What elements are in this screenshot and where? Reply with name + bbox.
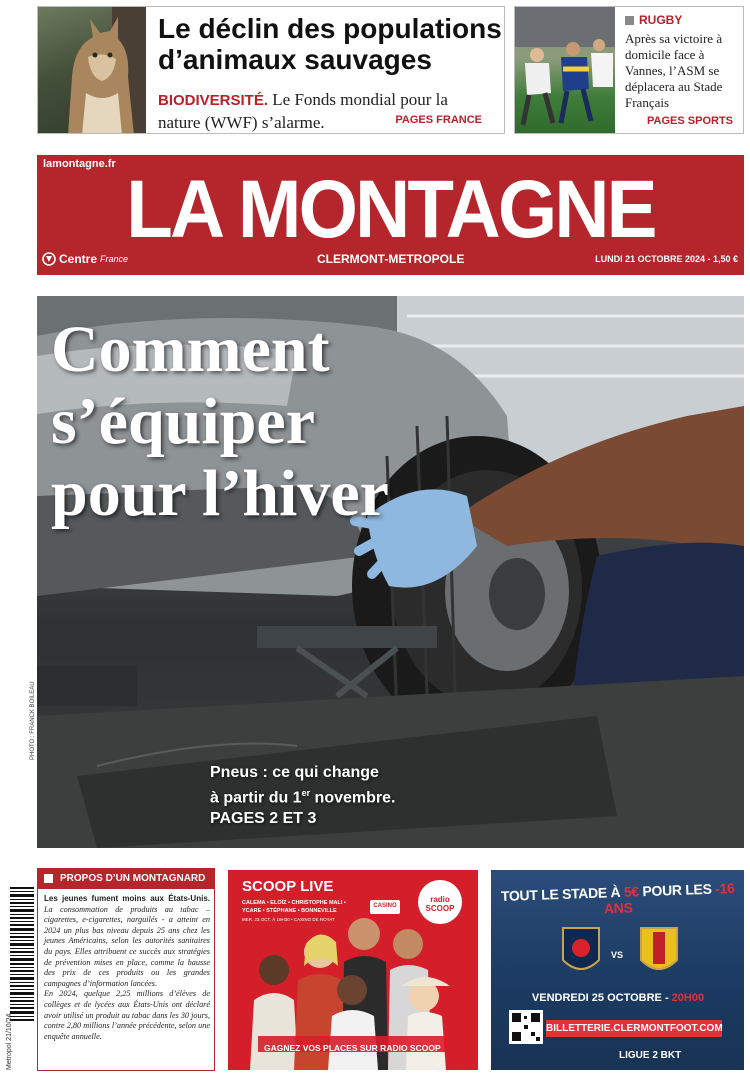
casino-logo: CASINO [370, 900, 400, 914]
teaser-rugby[interactable] [514, 6, 744, 134]
foot-date [501, 992, 735, 1004]
scoop-artists: CALEMA • ELOÏZ • CHRISTOPHE MALI • YCARE • STÉPHANE • BONNEVILLE [242, 900, 346, 914]
ad-clermont-foot[interactable] [491, 870, 744, 1070]
propos-column[interactable] [37, 868, 215, 1071]
barcode-text: Metropol 21/10/24 [6, 1013, 13, 1070]
ticketing-link[interactable]: BILLETTERIE.CLERMONTFOOT.COM [546, 1020, 722, 1037]
scoop-title: SCOOP LIVE [242, 878, 334, 895]
date-price: LUNDI 21 OCTOBRE 2024 - 1,50 € [595, 254, 738, 264]
square-icon [625, 16, 634, 25]
hero-sub-line2-sup: er [301, 788, 311, 798]
propos-header [38, 869, 214, 889]
foot-date-a: VENDREDI 25 OCTOBRE - [531, 992, 672, 1004]
masthead-footer [37, 252, 744, 274]
site-url[interactable]: lamontagne.fr [43, 158, 116, 170]
rugby-label [625, 13, 682, 27]
scoop-date: MER. 23 OCT. À 19H30 • CASINO DE ROYAT [242, 917, 335, 922]
rugby-photo [515, 7, 615, 134]
centre-france-logo [42, 252, 128, 266]
barcode-icon [8, 885, 36, 1035]
rugby-label-text: RUGBY [639, 13, 683, 27]
masthead [37, 155, 744, 275]
group-suffix: France [100, 254, 129, 264]
newspaper-title: LA MONTAGNE [126, 164, 655, 255]
propos-body1: La consommation de produits au tabac – cigarettes, e-cigarettes, narguilés - a atteint en 2024 un plus bas niveau depuis 25 ans chez les jeunes Américains, selon les autorités sanitaires du pays. Elles attribuent ce succès aux stratégies de prévention mises en place, comme la hausse des prix de ces produits ou les grandes campagnes d’information lancées. [44, 904, 210, 988]
foot-age: -16 ANS [603, 879, 735, 917]
foot-head-a: TOUT LE STADE À [500, 883, 625, 905]
league-logo: LIGUE 2 BKT [619, 1050, 682, 1061]
propos-body2: En 2024, quelque 2,25 millions d’élèves de collèges et de lycées aux États-Unis ont déclaré avoir utilisé un produit au tabac dans les 30 jours, contre 2,80 millions l’année précédente, selon une enquête annuelle. [44, 989, 210, 1041]
propos-lead: Les jeunes fument moins aux États-Unis. [44, 894, 210, 903]
edition-name: CLERMONT-METROPOLE [317, 252, 465, 266]
radio-scoop-logo: radio SCOOP [418, 880, 462, 924]
photo-credit: PHOTO : FRANCK BOILEAU [30, 681, 36, 760]
pages-sports-link[interactable]: PAGES SPORTS [647, 115, 733, 127]
centre-france-icon [42, 252, 56, 266]
propos-header-text: PROPOS D’UN MONTAGNARD [60, 873, 206, 884]
hero-pages-link[interactable]: PAGES 2 ET 3 [210, 810, 317, 828]
teaser-headline: Le déclin des populations d’animaux sauvages [158, 13, 502, 75]
pages-france-link[interactable]: PAGES FRANCE [395, 114, 482, 126]
hero-sub-line2-a: à partir du 1 [210, 789, 302, 807]
propos-body [44, 894, 210, 1042]
foot-head-b: POUR LES [638, 880, 716, 900]
hero-subtitle [210, 762, 395, 829]
hero-title: Comment s’équiper pour l’hiver [51, 313, 389, 530]
ad-scoop-live[interactable] [228, 870, 478, 1070]
hero-sub-line2-b: novembre. [310, 789, 396, 807]
teaser-kicker: BIODIVERSITÉ. [158, 92, 269, 109]
foot-vs: VS [611, 950, 624, 960]
rugby-text: Après sa victoire à domicile face à Vannes, l’ASM se déplacera au Stade Français [625, 31, 723, 110]
foot-time: 20H00 [671, 992, 705, 1004]
teaser-text: Le Fonds mondial pour la nature (WWF) s’alarme. [158, 90, 448, 132]
square-icon [44, 874, 53, 883]
group-name: Centre [59, 252, 98, 266]
scoop-cta[interactable]: GAGNEZ VOS PLACES SUR RADIO SCOOP [264, 1043, 441, 1053]
teaser-wildlife[interactable] [37, 6, 505, 134]
foot-price: 5€ [623, 883, 640, 900]
hero-sub-line2 [210, 783, 395, 808]
lynx-photo [38, 7, 146, 134]
hero-sub-line1: Pneus : ce qui change [210, 764, 379, 781]
teaser-summary [158, 89, 493, 134]
hero-story[interactable] [37, 296, 744, 848]
